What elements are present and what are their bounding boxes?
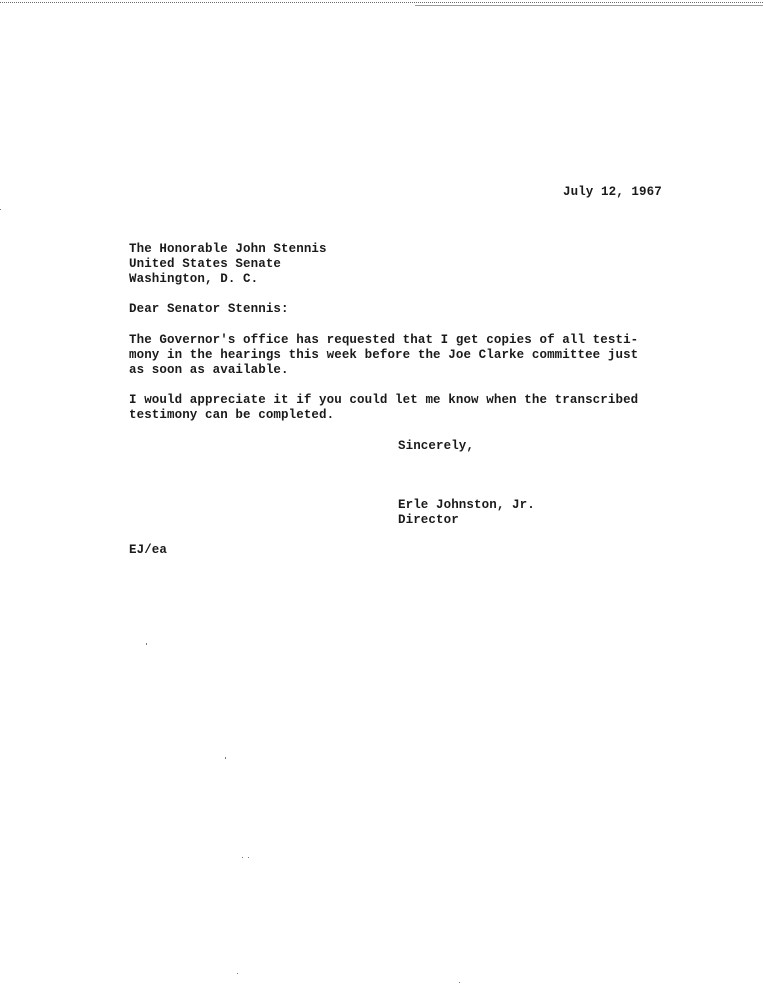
scan-speck: [237, 973, 238, 974]
top-edge-dotted-rule: [0, 2, 763, 3]
scan-speck: [225, 757, 226, 759]
body-paragraph-2-line-1: I would appreciate it if you could let me know when the transcribed: [129, 393, 639, 407]
scan-speck: [242, 857, 243, 858]
body-paragraph-2-line-2: testimony can be completed.: [129, 408, 335, 422]
letter-date: July 12, 1967: [563, 185, 662, 199]
recipient-name: The Honorable John Stennis: [129, 242, 327, 256]
body-paragraph-1-line-3: as soon as available.: [129, 363, 289, 377]
reference-initials: EJ/ea: [129, 543, 168, 557]
top-edge-solid-rule: [415, 5, 763, 6]
recipient-city: Washington, D. C.: [129, 272, 259, 286]
body-paragraph-1-line-1: The Governor's office has requested that I get copies of all testi-: [129, 333, 639, 347]
scan-speck: [0, 209, 1, 210]
scan-speck: [248, 857, 249, 858]
signature-name: Erle Johnston, Jr.: [398, 498, 535, 512]
body-paragraph-1-line-2: mony in the hearings this week before the Joe Clarke committee just: [129, 348, 639, 362]
scan-speck: [146, 643, 147, 645]
signature-title: Director: [398, 513, 459, 527]
scan-speck: [459, 982, 460, 983]
complimentary-closing: Sincerely,: [398, 439, 475, 453]
recipient-organization: United States Senate: [129, 257, 282, 271]
salutation: Dear Senator Stennis:: [129, 302, 289, 316]
